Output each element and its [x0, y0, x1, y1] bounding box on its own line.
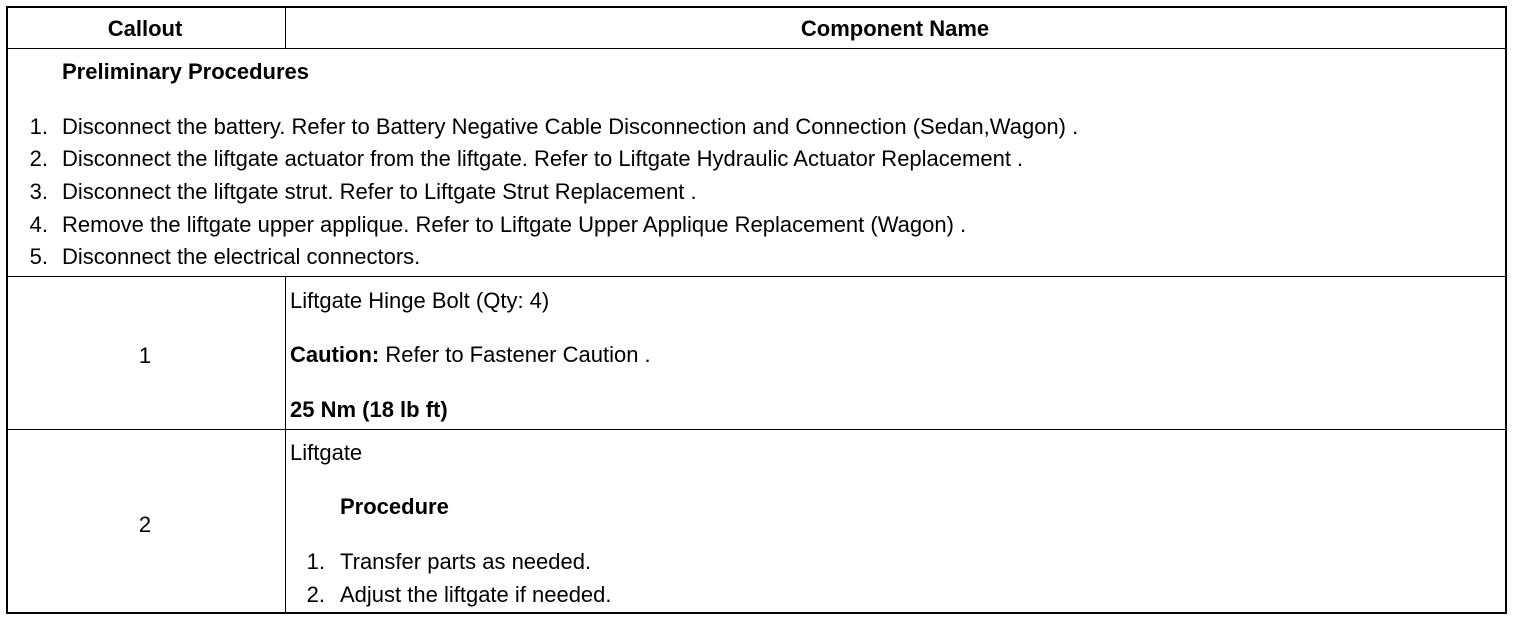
torque-spec: 25 Nm (18 lb ft)	[290, 397, 448, 422]
prelim-step-text: Disconnect the liftgate actuator from the liftgate. Refer to Liftgate Hydraulic Actuator Replacement .	[62, 146, 1024, 171]
procedure-step-text: Adjust the liftgate if needed.	[340, 582, 612, 607]
preliminary-divider	[8, 276, 1505, 277]
prelim-step-number: 2.	[29, 146, 48, 171]
prelim-step-number: 1.	[29, 114, 48, 139]
prelim-step-number: 4.	[29, 212, 48, 237]
component-name: Liftgate Hinge Bolt (Qty: 4)	[290, 288, 550, 313]
component-name: Liftgate	[290, 440, 363, 465]
header-column-divider	[285, 8, 286, 48]
procedure-step-text: Transfer parts as needed.	[340, 549, 592, 574]
prelim-step-text: Remove the liftgate upper applique. Refer to Liftgate Upper Applique Replacement (Wagon) .	[62, 212, 967, 237]
prelim-step-text: Disconnect the electrical connectors.	[62, 244, 421, 269]
procedure-step-number: 2.	[306, 582, 325, 607]
procedure-table	[6, 6, 1507, 614]
procedure-title: Procedure	[340, 494, 449, 519]
caution-label: Caution:	[290, 342, 380, 367]
body-column-divider	[285, 276, 286, 612]
header-callout: Callout	[107, 16, 183, 41]
prelim-step-text: Disconnect the liftgate strut. Refer to Liftgate Strut Replacement .	[62, 179, 697, 204]
header-component-name: Component Name	[800, 16, 990, 41]
caution-note	[290, 344, 651, 366]
preliminary-title: Preliminary Procedures	[62, 59, 310, 84]
callout-number: 1	[138, 343, 152, 368]
prelim-step-number: 5.	[29, 244, 48, 269]
prelim-step-number: 3.	[29, 179, 48, 204]
caution-text: Refer to Fastener Caution .	[379, 342, 651, 367]
procedure-step-number: 1.	[306, 549, 325, 574]
callout-number: 2	[138, 512, 152, 537]
row-divider	[8, 429, 1505, 430]
prelim-step-text: Disconnect the battery. Refer to Battery Negative Cable Disconnection and Connection (Sedan,Wagon) .	[62, 114, 1079, 139]
header-divider	[8, 48, 1505, 49]
